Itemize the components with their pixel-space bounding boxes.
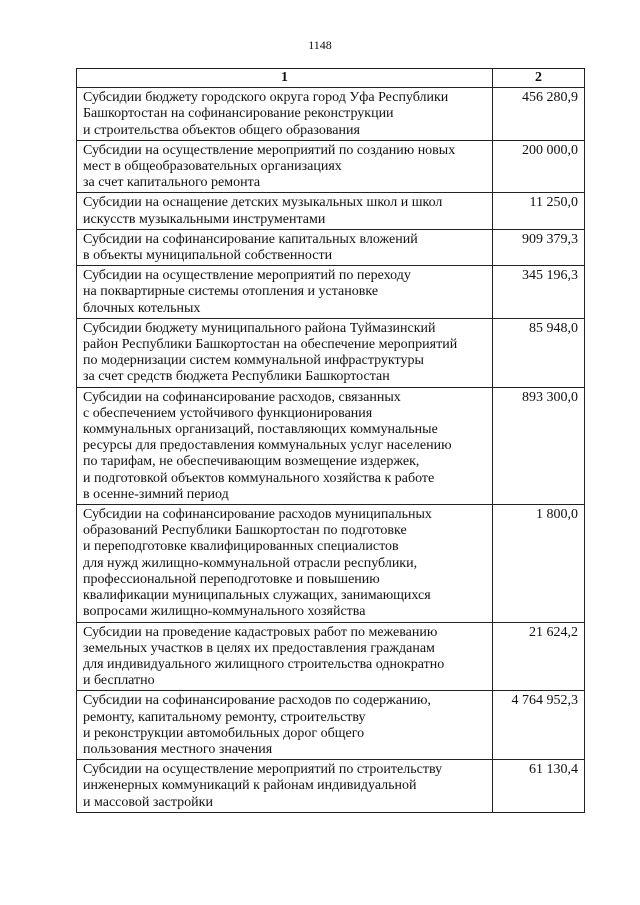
column-header-2: 2 [493,69,585,88]
row-description: Субсидии бюджету городского округа город Уфа Республики Башкортостан на софинансирование реконструкции и строительства объектов общего образования [77,88,493,141]
table-row [77,622,585,691]
table-row [77,505,585,622]
row-description: Субсидии на софинансирование расходов по содержанию, ремонту, капитальному ремонту, строительству и реконструкции автомобильных дорог общего пользования местного значения [77,691,493,760]
table-row [77,140,585,193]
table-row [77,691,585,760]
row-amount: 893 300,0 [493,387,585,504]
row-description: Субсидии на осуществление мероприятий по созданию новых мест в общеобразовательных организациях за счет капитального ремонта [77,140,493,193]
row-description: Субсидии на оснащение детских музыкальных школ и школ искусств музыкальными инструментами [77,193,493,229]
row-amount: 345 196,3 [493,266,585,319]
row-amount: 4 764 952,3 [493,691,585,760]
table-row [77,266,585,319]
budget-table [76,68,585,813]
column-header-1: 1 [77,69,493,88]
row-description: Субсидии на проведение кадастровых работ по межеванию земельных участков в целях их предоставления гражданам для индивидуального жилищного строительства однократно и бесплатно [77,622,493,691]
row-amount: 61 130,4 [493,760,585,813]
row-description: Субсидии на софинансирование расходов, связанных с обеспечением устойчивого функционирования коммунальных организаций, поставляющих коммунальные ресурсы для предоставления коммунальных услуг населению по тарифам, не обеспечивающим возмещение издержек, и подготовкой объектов коммунального хозяйства к работе в осенне-зимний период [77,387,493,504]
table-row [77,229,585,265]
table-row [77,318,585,387]
row-description: Субсидии на софинансирование капитальных вложений в объекты муниципальной собственности [77,229,493,265]
row-amount: 1 800,0 [493,505,585,622]
row-amount: 200 000,0 [493,140,585,193]
row-description: Субсидии на осуществление мероприятий по строительству инженерных коммуникаций к районам индивидуальной и массовой застройки [77,760,493,813]
row-description: Субсидии бюджету муниципального района Туймазинский район Республики Башкортостан на обеспечение мероприятий по модернизации систем коммунальной инфраструктуры за счет средств бюджета Республики Башкортостан [77,318,493,387]
table-row [77,387,585,504]
row-amount: 909 379,3 [493,229,585,265]
table-row [77,760,585,813]
page-number: 1148 [308,38,332,52]
table-header-row [77,69,585,88]
row-description: Субсидии на софинансирование расходов муниципальных образований Республики Башкортостан по подготовке и переподготовке квалифицированных специалистов для нужд жилищно-коммунальной отрасли республики, профессиональной переподготовке и повышению квалификации муниципальных служащих, занимающихся вопросами жилищно-коммунального хозяйства [77,505,493,622]
row-amount: 85 948,0 [493,318,585,387]
row-amount: 11 250,0 [493,193,585,229]
row-amount: 456 280,9 [493,88,585,141]
table-row [77,88,585,141]
row-description: Субсидии на осуществление мероприятий по переходу на поквартирные системы отопления и установке блочных котельных [77,266,493,319]
row-amount: 21 624,2 [493,622,585,691]
table-row [77,193,585,229]
